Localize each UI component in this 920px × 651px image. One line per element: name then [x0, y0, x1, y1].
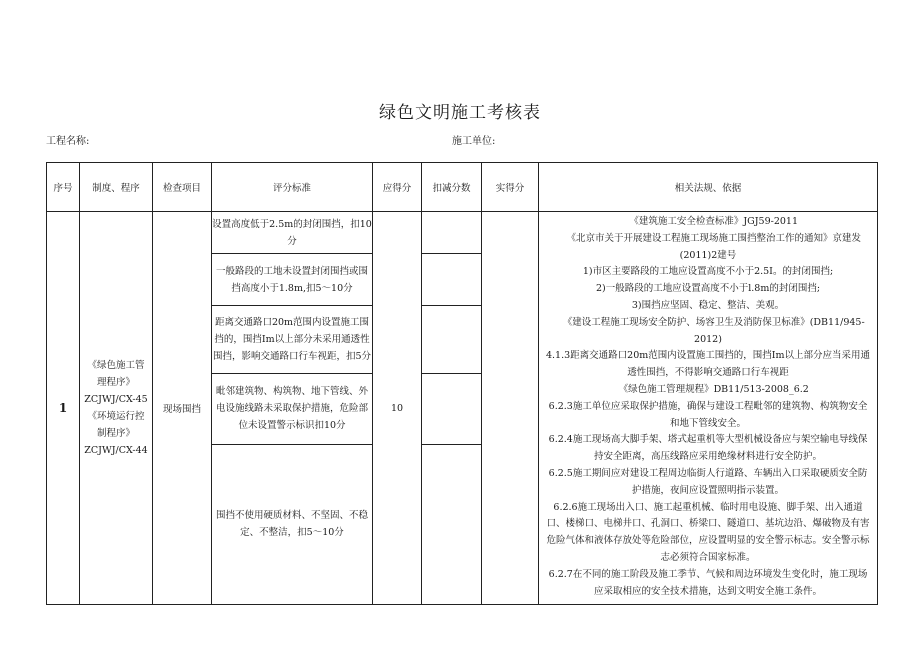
deduction-cell[interactable]	[422, 374, 482, 444]
deduction-cell[interactable]	[422, 306, 482, 374]
references-cell	[539, 212, 878, 605]
system-line: ZCJWJ/CX-44	[84, 445, 148, 456]
reference-line: 《北京市关于开展建设工程施工现场施工围挡整治工作的通知》京建发(2011)2建号	[566, 232, 861, 261]
deduction-cell[interactable]	[422, 444, 482, 604]
reference-line: 《建设工程施工现场安全防护、场容卫生及消防保卫标准》(DB11/945-2012)	[562, 316, 865, 345]
row-number: 1	[58, 401, 68, 415]
header-system: 制度、程序	[80, 163, 153, 212]
header-max-score: 应得分	[373, 163, 422, 212]
criteria-cell: 毗邻建筑物、构筑物、地下管线、外电设施线路未采取保护措施，危险部位未设置警示标识扣10分	[212, 374, 373, 444]
header-seq: 序号	[47, 163, 80, 212]
reference-line: 《建筑施工安全检查标准》JGJ59-2011	[629, 216, 799, 227]
construction-unit-label: 施工单位:	[452, 136, 496, 147]
system-cell	[80, 212, 153, 605]
system-line: 《环境运行控制程序》	[87, 411, 145, 439]
project-name-label: 工程名称:	[46, 136, 90, 147]
table-row	[47, 212, 878, 254]
header-criteria: 评分标准	[212, 163, 373, 212]
references-text	[539, 212, 877, 604]
criteria-cell: 围挡不使用硬质材料、不坚固、不稳定、不整洁，扣5～10分	[212, 444, 373, 604]
reference-line: 6.2.3施工单位应采取保护措施，确保与建设工程毗邻的建筑物、构筑物安全和地下管线安全。	[548, 400, 868, 429]
reference-line: 4.1.3距离交通路口20m范围内设置施工围挡的，围挡Im以上部分应当采用通透性围挡，不得影响交通路口行车视距	[545, 350, 871, 379]
assessment-table	[46, 162, 878, 605]
system-line: ZCJWJ/CX-45	[84, 394, 148, 405]
system-line: 《绿色施工管理程序》	[87, 360, 145, 388]
seq-cell	[47, 212, 80, 605]
criteria-cell: 一般路段的工地未设置封闭围挡或围挡高度小于1.8m,扣5～10分	[212, 254, 373, 306]
header-row	[47, 163, 878, 212]
check-item-cell: 现场围挡	[153, 212, 212, 605]
deduction-cell[interactable]	[422, 254, 482, 306]
reference-line: 《绿色施工管理规程》DB11/513-2008_6.2	[618, 383, 809, 395]
reference-line: 6.2.5施工期间应对建设工程周边临街人行道路、车辆出入口采取硬质安全防护措施，夜间应设置照明指示装置。	[548, 467, 868, 496]
reference-line: 6.2.6施工现场出入口、施工起重机械、临时用电设施、脚手架、出入通道口、楼梯口、电梯井口、孔洞口、桥梁口、隧道口、基坑边沿、爆破物及有害危险气体和液体存放处等危险部位，应设置明显的安全警示标志。安全警示标志必须符合国家标准。	[546, 501, 870, 563]
reference-line: 1)市区主要路段的工地应设置高度不小于2.5I。的封闭围挡;	[582, 266, 834, 278]
header-item: 检查项目	[153, 163, 212, 212]
criteria-cell: 距离交通路口20m范围内设置施工围挡的，围挡Im以上部分未采用通透性围挡，影响交通路口行车视距，扣5分	[212, 306, 373, 374]
max-score-cell: 10	[373, 212, 422, 605]
actual-score-cell[interactable]	[482, 212, 539, 605]
criteria-cell: 设置高度低于2.5m的封闭围挡，扣10分	[212, 212, 373, 254]
deduction-cell[interactable]	[422, 212, 482, 254]
document-title: 绿色文明施工考核表	[379, 103, 541, 123]
reference-line: 6.2.4施工现场高大脚手架、塔式起重机等大型机械设备应与架空输电导线保持安全距离，高压线路应采用绝缘材料进行安全防护。	[548, 434, 868, 463]
header-deduction: 扣减分数	[422, 163, 482, 212]
reference-line: 6.2.7在不同的施工阶段及施工季节、气候和周边环境发生变化时，施工现场应采取相应的安全技术措施，达到文明安全施工条件。	[548, 568, 868, 597]
header-references: 相关法规、依据	[539, 163, 878, 212]
reference-line: 2)一般路段的工地应设置高度不小于l.8m的封闭围挡;	[595, 283, 821, 295]
reference-line: 3)围挡应坚固、稳定、整洁、美观。	[631, 299, 785, 311]
header-actual-score: 实得分	[482, 163, 539, 212]
